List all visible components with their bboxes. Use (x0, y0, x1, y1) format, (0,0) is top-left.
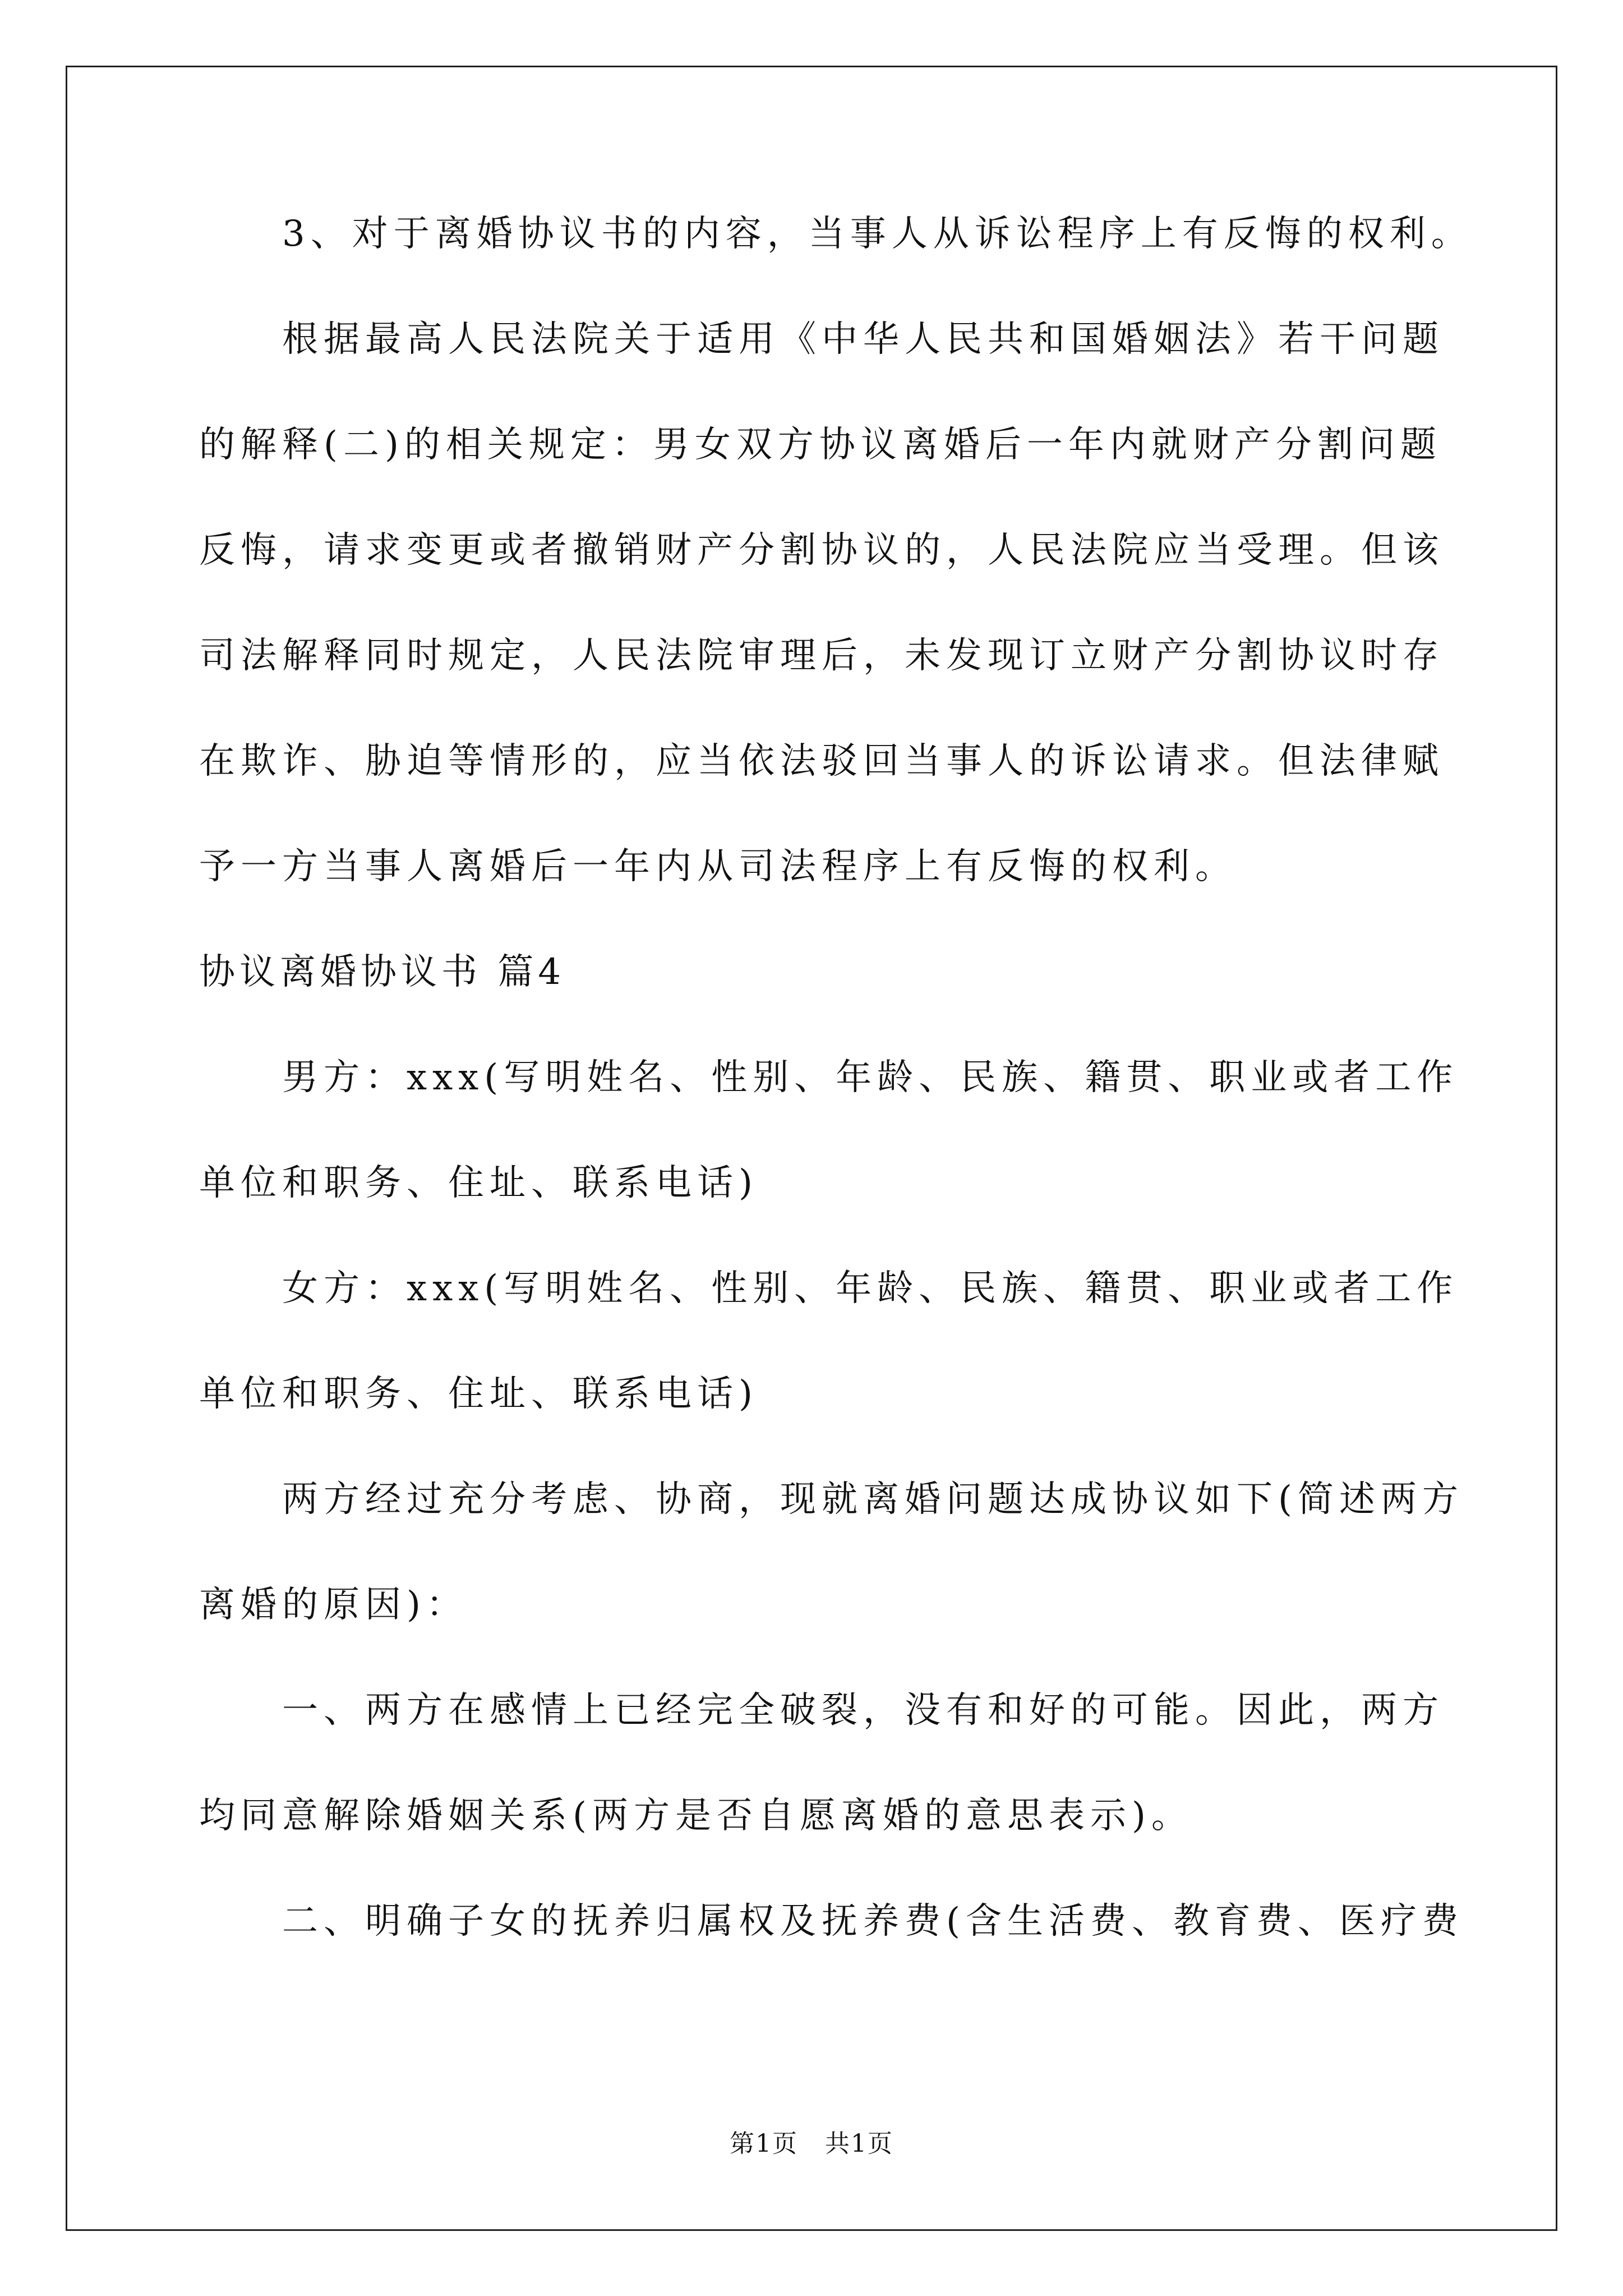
text-line: 男方：xxx(写明姓名、性别、年龄、民族、籍贯、职业或者工作 (282, 1057, 1459, 1098)
text-line: 的解释(二)的相关规定：男女双方协议离婚后一年内就财产分割问题 (199, 424, 1442, 466)
document-body (199, 213, 1473, 2009)
text-line: 均同意解除婚姻关系(两方是否自愿离婚的意思表示)。 (199, 1795, 1193, 1837)
text-line: 二、明确子女的抚养归属权及抚养费(含生活费、教育费、医疗费 (282, 1901, 1464, 1942)
page-number: 第1页 共1页 (730, 2129, 893, 2158)
text-line: 司法解释同时规定，人民法院审理后，未发现订立财产分割协议时存 (199, 635, 1444, 677)
text-line: 单位和职务、住址、联系电话) (199, 1162, 758, 1204)
text-line: 单位和职务、住址、联系电话) (199, 1373, 758, 1415)
text-line: 一、两方在感情上已经完全破裂，没有和好的可能。因此，两方 (282, 1690, 1444, 1731)
text-line: 两方经过充分考虑、协商，现就离婚问题达成协议如下(简述两方 (282, 1479, 1464, 1520)
section-heading: 协议离婚协议书 篇4 (199, 951, 566, 993)
text-line: 3、对于离婚协议书的内容，当事人从诉讼程序上有反悔的权利。 (282, 213, 1473, 255)
text-line: 女方：xxx(写明姓名、性别、年龄、民族、籍贯、职业或者工作 (282, 1268, 1459, 1309)
text-line: 予一方当事人离婚后一年内从司法程序上有反悔的权利。 (199, 846, 1237, 887)
text-line: 离婚的原因)： (199, 1584, 468, 1626)
text-line: 反悔，请求变更或者撤销财产分割协议的，人民法院应当受理。但该 (199, 530, 1444, 571)
text-line: 在欺诈、胁迫等情形的，应当依法驳回当事人的诉讼请求。但法律赋 (199, 740, 1444, 782)
text-line: 根据最高人民法院关于适用《中华人民共和国婚姻法》若干问题 (282, 319, 1444, 360)
